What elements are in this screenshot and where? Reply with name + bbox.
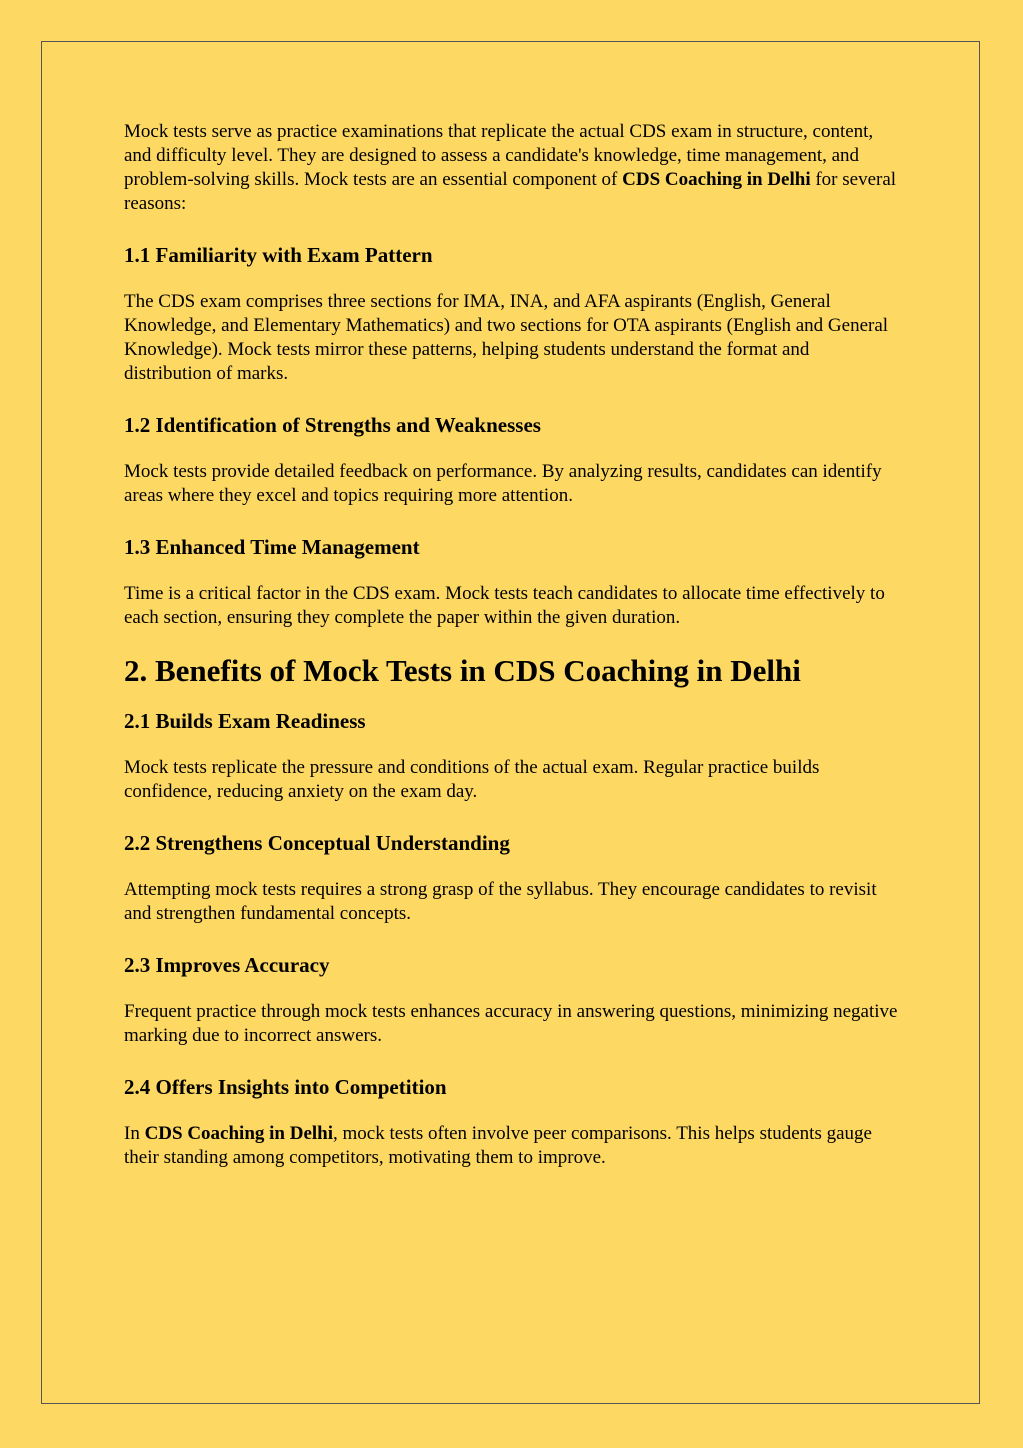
heading-1-1: 1.1 Familiarity with Exam Pattern	[124, 243, 433, 267]
paragraph-2-3: Frequent practice through mock tests enhances accuracy in answering questions, minimizing negative marking due to incorrect answers.	[124, 1001, 898, 1046]
heading-2-3: 2.3 Improves Accuracy	[124, 953, 330, 977]
section-2-heading: 2. Benefits of Mock Tests in CDS Coaching in Delhi	[124, 653, 801, 688]
heading-1-3: 1.3 Enhanced Time Management	[124, 535, 420, 559]
paragraph-2-4-suffix: , mock tests often involve peer comparisons. This helps students gauge their standing among competitors, motivating them to improve.	[124, 1123, 872, 1168]
intro-text-part-2: for several reasons:	[124, 169, 897, 214]
paragraph-2-4	[124, 1122, 899, 1170]
paragraph-2-4-prefix: In	[124, 1123, 145, 1144]
intro-paragraph	[124, 120, 899, 216]
intro-bold-keyword: CDS Coaching in Delhi	[622, 169, 811, 190]
paragraph-1-3: Time is a critical factor in the CDS exam. Mock tests teach candidates to allocate time effectively to each section, ensuring they complete the paper within the given duration.	[124, 583, 885, 628]
paragraph-1-2: Mock tests provide detailed feedback on performance. By analyzing results, candidates can identify areas where they excel and topics requiring more attention.	[124, 461, 882, 506]
heading-2-4: 2.4 Offers Insights into Competition	[124, 1075, 447, 1099]
heading-2-2: 2.2 Strengthens Conceptual Understanding	[124, 831, 510, 855]
paragraph-2-4-bold-keyword: CDS Coaching in Delhi	[144, 1123, 334, 1144]
heading-2-1: 2.1 Builds Exam Readiness	[124, 709, 366, 733]
paragraph-2-2: Attempting mock tests requires a strong grasp of the syllabus. They encourage candidates to revisit and strengthen fundamental concepts.	[124, 879, 877, 924]
intro-text-part-1: Mock tests serve as practice examinations that replicate the actual CDS exam in structure, content, and difficulty level. They are designed to assess a candidate's knowledge, time management, and problem-solving skills. Mock tests are an essential component of	[124, 121, 874, 190]
heading-1-2: 1.2 Identification of Strengths and Weaknesses	[124, 413, 541, 437]
document-content	[124, 120, 899, 1170]
paragraph-1-1: The CDS exam comprises three sections for IMA, INA, and AFA aspirants (English, General Knowledge, and Elementary Mathematics) and two sections for OTA aspirants (English and General Knowledge). Mock tests mirror these patterns, helping students understand the format and distribution of marks.	[124, 291, 889, 384]
paragraph-2-1: Mock tests replicate the pressure and conditions of the actual exam. Regular practice builds confidence, reducing anxiety on the exam day.	[124, 757, 820, 802]
